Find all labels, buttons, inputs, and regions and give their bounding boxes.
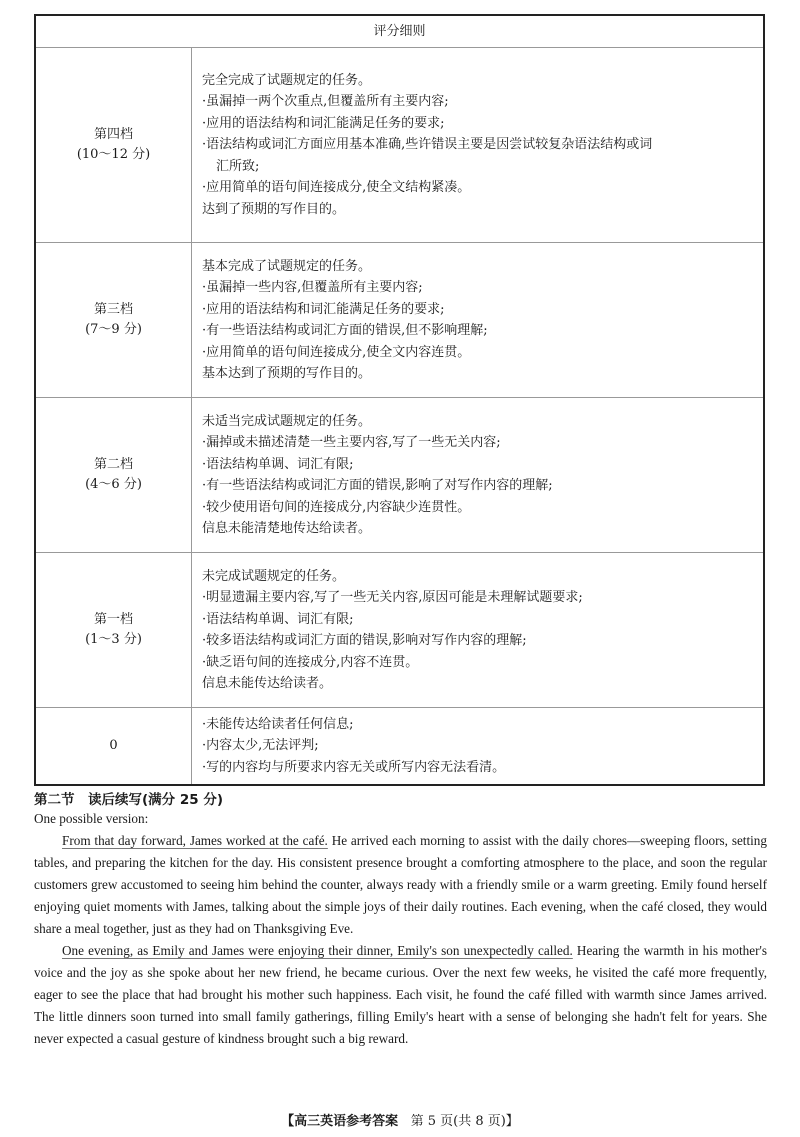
section-title: 第二节 读后续写(满分 25 分) xyxy=(34,792,224,808)
table-row xyxy=(36,243,763,398)
grade-cell xyxy=(36,243,192,397)
criteria-line: 基本完成了试题规定的任务。 xyxy=(202,258,372,274)
criteria-line: 基本达到了预期的写作目的。 xyxy=(202,366,372,381)
grade-range: (10～12 分) xyxy=(76,147,151,162)
criteria-line: 汇所致; xyxy=(216,158,260,174)
table-row xyxy=(36,708,763,784)
grade-label: 第二档 xyxy=(93,457,133,472)
intro-line: One possible version: xyxy=(34,811,149,826)
criteria-line: ·有一些语法结构或词汇方面的错误,影响了对写作内容的理解; xyxy=(202,478,553,493)
criteria-line: ·有一些语法结构或词汇方面的错误,但不影响理解; xyxy=(202,323,488,338)
grade-cell xyxy=(36,708,192,784)
grade-cell xyxy=(36,48,192,242)
criteria-line: 达到了预期的写作目的。 xyxy=(202,201,346,217)
grade-label: 第四档 xyxy=(93,127,133,142)
criteria-cell xyxy=(192,243,763,397)
criteria-line: ·写的内容均与所要求内容无关或所写内容无法看清。 xyxy=(202,759,506,775)
grade-range: (7～9 分) xyxy=(85,322,142,337)
grade-range: (1～3 分) xyxy=(85,632,142,647)
criteria-line: ·语法结构单调、词汇有限; xyxy=(202,611,354,627)
criteria-line: ·较多语法结构或词汇方面的错误,影响对写作内容的理解; xyxy=(202,633,527,648)
criteria-line: ·应用的语法结构和词汇能满足任务的要求; xyxy=(202,301,445,317)
criteria-line: 未适当完成试题规定的任务。 xyxy=(202,413,372,429)
criteria-line: ·内容太少,无法评判; xyxy=(202,738,319,754)
table-row xyxy=(36,398,763,553)
page-footer xyxy=(0,1110,800,1129)
criteria-line: 完全完成了试题规定的任务。 xyxy=(202,72,372,88)
grade-label: 0 xyxy=(109,738,118,753)
criteria-line: ·未能传达给读者任何信息; xyxy=(202,716,354,732)
criteria-line: ·漏掉或未描述清楚一些主要内容,写了一些无关内容; xyxy=(202,435,501,450)
criteria-cell xyxy=(192,708,763,784)
criteria-line: 信息未能传达给读者。 xyxy=(202,676,333,691)
table-row xyxy=(36,48,763,243)
criteria-line: ·语法结构单调、词汇有限; xyxy=(202,456,354,472)
criteria-line: ·应用简单的语句间连接成分,使全文内容连贯。 xyxy=(202,344,471,360)
paragraph-2-text: Hearing the warmth in his mother's voice and the joy as she spoke about her new friend, he became curious. Over the next few weeks, he visited the café more frequently, eager to see the place that had brought his mother such happiness. Each visit, he found the café filled with warmth since James arrived. The little dinners soon turned into small family gatherings, filling Emily's heart with a sense of belonging she hadn't felt for years. She never expected a casual gesture of kindness brought such a big reward. xyxy=(34,943,767,1046)
criteria-cell xyxy=(192,398,763,552)
paragraph-1 xyxy=(34,830,767,940)
criteria-cell xyxy=(192,48,763,242)
criteria-cell xyxy=(192,553,763,707)
given-sentence-2: One evening, as Emily and James were enjoying their dinner, Emily's son unexpectedly called. xyxy=(62,943,573,958)
criteria-line: ·虽漏掉一些内容,但覆盖所有主要内容; xyxy=(202,280,423,295)
paragraph-1-text: He arrived each morning to assist with the daily chores—sweeping floors, setting tables, and preparing the kitchen for the day. His consistent presence brought a comforting atmosphere to the place, and soon the regular customers grew accustomed to seeing him behind the counter, always ready with a friendly smile or a warm greeting. Emily found herself enjoying quiet moments with James, talking about the simple joys of their daily routines. Each evening, when the café closed, they would share a meal together, just as they had on Thanksgiving Eve. xyxy=(34,833,767,936)
paragraph-2 xyxy=(34,940,767,1050)
grade-label: 第三档 xyxy=(93,302,133,317)
criteria-line: ·应用简单的语句间连接成分,使全文结构紧凑。 xyxy=(202,180,471,196)
criteria-line: ·较少使用语句间的连接成分,内容缺少连贯性。 xyxy=(202,499,471,515)
criteria-line: ·语法结构或词汇方面应用基本准确,些许错误主要是因尝试较复杂语法结构或词 xyxy=(202,137,653,153)
grade-range: (4～6 分) xyxy=(85,477,142,492)
criteria-line: ·明显遗漏主要内容,写了一些无关内容,原因可能是未理解试题要求; xyxy=(202,590,583,605)
criteria-line: 未完成试题规定的任务。 xyxy=(202,568,346,584)
table-header: 评分细则 xyxy=(36,16,763,48)
criteria-line: ·缺乏语句间的连接成分,内容不连贯。 xyxy=(202,654,419,670)
grade-label: 第一档 xyxy=(93,612,133,627)
criteria-line: 信息未能清楚地传达给读者。 xyxy=(202,521,372,536)
essay-body xyxy=(34,808,767,1050)
given-sentence-1: From that day forward, James worked at the café. xyxy=(62,833,328,848)
table-row xyxy=(36,553,763,708)
criteria-line: ·应用的语法结构和词汇能满足任务的要求; xyxy=(202,115,445,131)
grade-cell xyxy=(36,398,192,552)
criteria-line: ·虽漏掉一两个次重点,但覆盖所有主要内容; xyxy=(202,94,449,110)
scoring-rubric-table xyxy=(34,14,765,786)
grade-cell xyxy=(36,553,192,707)
footer-title: 【高三英语参考答案 xyxy=(281,1114,399,1129)
footer-page: 第 5 页(共 8 页)】 xyxy=(410,1114,519,1129)
